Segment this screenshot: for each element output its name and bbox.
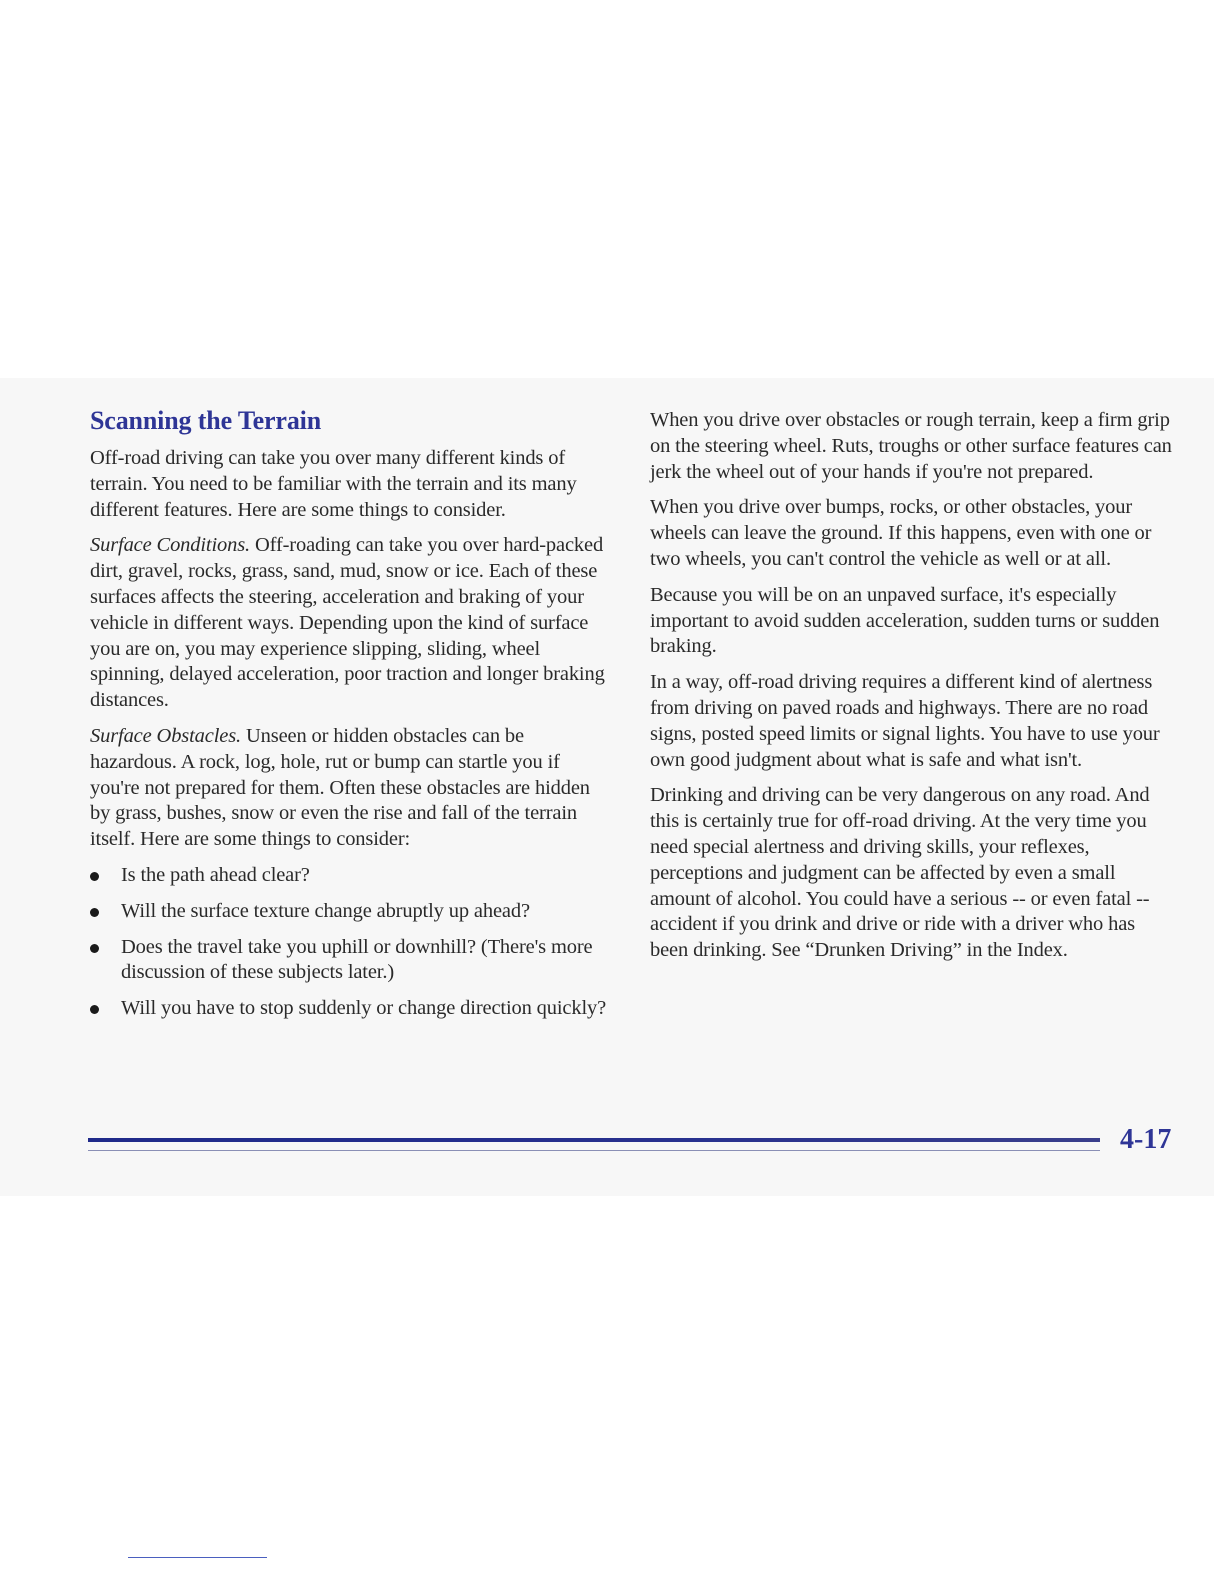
- bottom-divider: [128, 1557, 267, 1558]
- list-item-text: Is the path ahead clear?: [121, 863, 310, 886]
- intro-paragraph: Off-road driving can take you over many different kinds of terrain. You need to be familiar with the terrain and its many different features. Here are some things to consider.: [90, 447, 577, 521]
- list-item-text: Will you have to stop suddenly or change direction quickly?: [121, 997, 607, 1020]
- body-paragraph: When you drive over obstacles or rough terrain, keep a firm grip on the steering wheel. Ruts, troughs or other surface features can jerk the wheel out of your hands if you're not prepared.: [650, 409, 1172, 483]
- considerations-list: [90, 863, 610, 1022]
- surface-obstacles-lead: Surface Obstacles.: [90, 724, 242, 747]
- footer-rule-thin: [88, 1150, 1100, 1151]
- surface-conditions-lead: Surface Conditions.: [90, 534, 251, 557]
- surface-obstacles-paragraph: [90, 724, 610, 853]
- list-item-text: Does the travel take you uphill or downhill? (There's more discussion of these subjects later.): [121, 935, 593, 984]
- left-column: [90, 405, 610, 1032]
- body-paragraph: Because you will be on an unpaved surface, it's especially important to avoid sudden acceleration, sudden turns or sudden braking.: [650, 583, 1160, 658]
- bullet-icon: [90, 908, 99, 917]
- bullet-icon: [90, 1005, 99, 1014]
- surface-conditions-text: Off-roading can take you over hard-packed dirt, gravel, rocks, grass, sand, mud, snow or ice. Each of these surfaces affects the steering, acceleration and braking of your vehicle in different ways. Depending upon the kind of surface you are on, you may experience slipping, sliding, wheel spinning, delayed acceleration, poor traction and longer braking distances.: [90, 534, 605, 712]
- footer-rule: [88, 1138, 1100, 1142]
- right-column: [650, 408, 1175, 974]
- surface-obstacles-text: Unseen or hidden obstacles can be hazardous. A rock, log, hole, rut or bump can startle you if you're not prepared for them. Often these obstacles are hidden by grass, bushes, snow or even the rise and fall of the terrain itself. Here are some things to consider:: [90, 724, 590, 851]
- list-item: [90, 863, 610, 889]
- body-paragraph: Drinking and driving can be very dangerous on any road. And this is certainly true for off-road driving. At the very time you need special alertness and driving skills, your reflexes, perceptions and judgment can be affected by even a small amount of alcohol. You could have a serious -- or even fatal -- accident if you drink and drive or ride with a driver who has been drinking. See “Drunken Driving” in the Index.: [650, 784, 1150, 962]
- section-title: Scanning the Terrain: [90, 406, 322, 435]
- list-item: [90, 996, 610, 1022]
- bullet-icon: [90, 944, 99, 953]
- surface-conditions-paragraph: [90, 533, 610, 714]
- list-item: [90, 899, 610, 925]
- list-item-text: Will the surface texture change abruptly up ahead?: [121, 899, 530, 922]
- body-paragraph: In a way, off-road driving requires a different kind of alertness from driving on paved roads and highways. There are no road signs, posted speed limits or signal lights. You have to use your own good judgment about what is safe and what isn't.: [650, 671, 1160, 771]
- body-paragraph: When you drive over bumps, rocks, or other obstacles, your wheels can leave the ground. If this happens, even with one or two wheels, you can't control the vehicle as well or at all.: [650, 496, 1152, 570]
- bullet-icon: [90, 872, 99, 881]
- list-item: [90, 935, 610, 987]
- page-number: 4-17: [1120, 1124, 1172, 1155]
